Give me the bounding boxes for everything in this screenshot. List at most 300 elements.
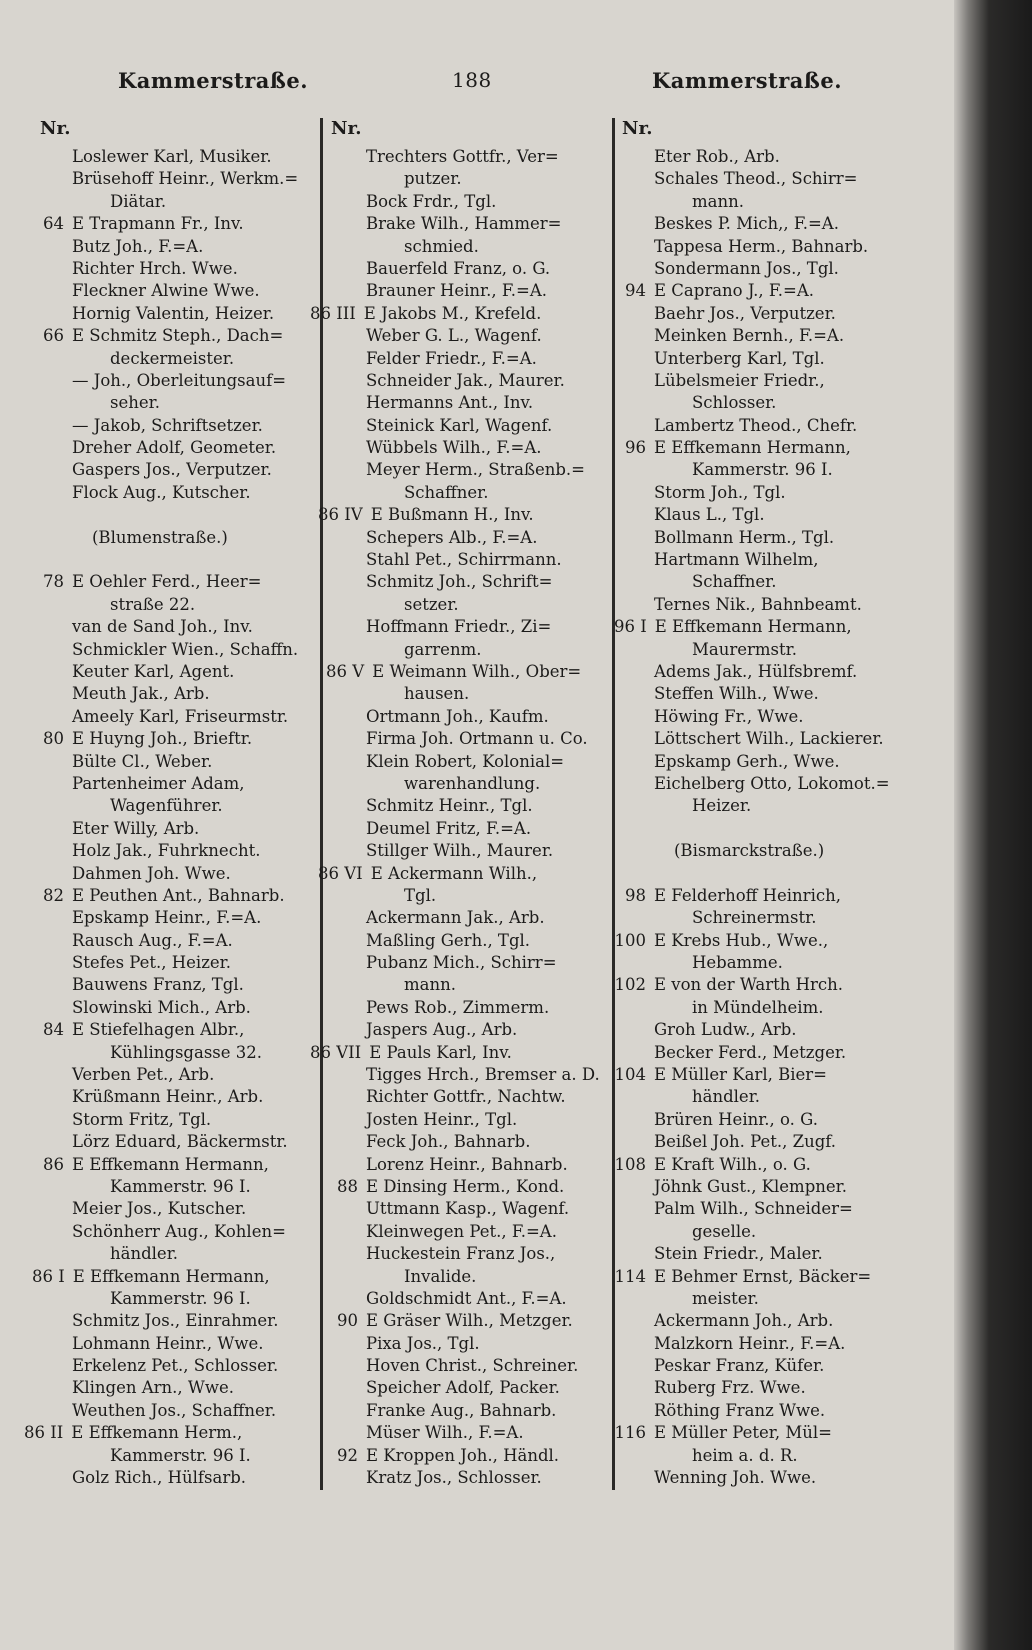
- directory-entry-line: [30, 639, 298, 661]
- directory-entry-line: [30, 280, 298, 302]
- resident-entry: Tappesa Herm., Bahnarb.: [654, 236, 869, 256]
- resident-entry: in Mündelheim.: [692, 997, 824, 1017]
- directory-entry-line: [612, 907, 890, 929]
- running-header-right: Kammerstraße.: [652, 68, 843, 93]
- directory-entry-line: [612, 930, 890, 952]
- directory-entry-line: [30, 661, 298, 683]
- directory-entry-line: [324, 616, 600, 638]
- street-section-heading: [30, 527, 298, 549]
- directory-entry-line: [324, 437, 600, 459]
- directory-entry-line: [612, 1109, 890, 1131]
- resident-entry: Verben Pet., Arb.: [72, 1065, 215, 1085]
- resident-entry: Lambertz Theod., Chefr.: [654, 415, 858, 435]
- resident-entry: Deumel Fritz, F.=A.: [366, 818, 532, 838]
- resident-entry: warenhandlung.: [404, 773, 541, 793]
- resident-entry: Schmickler Wien., Schaffn.: [72, 639, 299, 659]
- house-number: 86 V: [326, 661, 365, 681]
- directory-entry-line: [30, 168, 298, 190]
- resident-entry: hausen.: [404, 684, 470, 704]
- directory-entry-line: [612, 1266, 890, 1288]
- column-nr-label: Nr.: [331, 118, 362, 139]
- directory-entry-line: [324, 1064, 600, 1086]
- directory-entry-line: [612, 459, 890, 481]
- resident-entry: E Stiefelhagen Albr.,: [72, 1020, 245, 1040]
- resident-entry: E Huyng Joh., Brieftr.: [72, 729, 253, 749]
- directory-entry-line: [30, 191, 298, 213]
- resident-entry: Pubanz Mich., Schirr=: [366, 953, 557, 973]
- directory-entry-line: [324, 213, 600, 235]
- directory-entry-line: [612, 1445, 890, 1467]
- resident-entry: Meier Jos., Kutscher.: [72, 1199, 247, 1219]
- resident-entry: Lorenz Heinr., Bahnarb.: [366, 1154, 568, 1174]
- resident-entry: Pews Rob., Zimmerm.: [366, 997, 550, 1017]
- resident-entry: händler.: [110, 1244, 179, 1264]
- directory-entry-line: [324, 527, 600, 549]
- resident-entry: E Caprano J., F.=A.: [654, 281, 815, 301]
- resident-entry: Schmitz Heinr., Tgl.: [366, 796, 533, 816]
- directory-entry-line: [30, 1310, 298, 1332]
- directory-entry-line: [612, 706, 890, 728]
- directory-entry-line: [324, 818, 600, 840]
- resident-entry: E Felderhoff Heinrich,: [654, 885, 841, 905]
- resident-entry: Lübelsmeier Friedr.,: [654, 370, 825, 390]
- resident-entry: garrenm.: [404, 639, 482, 659]
- directory-entry-line: [324, 773, 600, 795]
- resident-entry: Trechters Gottfr., Ver=: [366, 147, 559, 166]
- house-number: 86 VI: [318, 863, 363, 883]
- resident-entry: Maßling Gerh., Tgl.: [366, 930, 531, 950]
- directory-entry-line: [310, 303, 600, 325]
- resident-entry: Schönherr Aug., Kohlen=: [72, 1221, 286, 1241]
- resident-entry: Hebamme.: [692, 953, 783, 973]
- resident-entry: Butz Joh., F.=A.: [72, 236, 204, 256]
- directory-entry-line: [324, 930, 600, 952]
- directory-entry-line: [612, 437, 890, 459]
- resident-entry: Invalide.: [404, 1266, 477, 1286]
- directory-entry-line: [324, 1288, 600, 1310]
- directory-entry-line: [324, 1422, 600, 1444]
- resident-entry: Feck Joh., Bahnarb.: [366, 1132, 531, 1152]
- directory-entry-line: [30, 728, 298, 750]
- directory-entry-line: [324, 325, 600, 347]
- resident-entry: Ackermann Jak., Arb.: [366, 908, 545, 928]
- house-number: 98: [625, 885, 646, 905]
- directory-entry-line: [324, 459, 600, 481]
- resident-entry: Gaspers Jos., Verputzer.: [72, 460, 272, 480]
- resident-entry: Bock Frdr., Tgl.: [366, 191, 497, 211]
- directory-entry-line: [324, 639, 600, 661]
- resident-entry: Ortmann Joh., Kaufm.: [366, 706, 549, 726]
- directory-entry-line: [324, 706, 600, 728]
- resident-entry: Goldschmidt Ant., F.=A.: [366, 1288, 567, 1308]
- directory-entry-line: [30, 1243, 298, 1265]
- directory-entry-line: [30, 885, 298, 907]
- directory-entry-line: [612, 303, 890, 325]
- resident-entry: Kammerstr. 96 I.: [110, 1176, 251, 1196]
- directory-entry-line: [612, 348, 890, 370]
- resident-entry: Kammerstr. 96 I.: [110, 1445, 251, 1465]
- directory-entry-line: [324, 146, 600, 168]
- directory-entry-line: [324, 1154, 600, 1176]
- house-number: 86 I: [32, 1266, 65, 1286]
- directory-entry-line: [318, 504, 600, 526]
- resident-entry: Palm Wilh., Schneider=: [654, 1199, 853, 1219]
- resident-entry: Eter Rob., Arb.: [654, 147, 780, 166]
- resident-entry: mann.: [404, 975, 456, 995]
- directory-entry-line: [30, 348, 298, 370]
- house-number: 108: [614, 1154, 646, 1174]
- resident-entry: Erkelenz Pet., Schlosser.: [72, 1356, 279, 1376]
- resident-entry: Josten Heinr., Tgl.: [366, 1109, 518, 1129]
- resident-entry: E Bußmann H., Inv.: [370, 505, 534, 525]
- resident-entry: E Pauls Karl, Inv.: [369, 1042, 512, 1062]
- resident-entry: Heizer.: [692, 796, 752, 816]
- column-nr-label: Nr.: [622, 118, 653, 139]
- directory-entry-line: [30, 997, 298, 1019]
- resident-entry: Hartmann Wilhelm,: [654, 550, 819, 570]
- house-number: 86 III: [310, 303, 356, 323]
- directory-entry-line: [612, 683, 890, 705]
- resident-entry: Lörz Eduard, Bäckermstr.: [72, 1132, 288, 1152]
- directory-entry-line: [612, 952, 890, 974]
- directory-entry-line: [30, 818, 298, 840]
- resident-entry: geselle.: [692, 1221, 757, 1241]
- directory-entry-line: [30, 594, 298, 616]
- column-nr-label: Nr.: [40, 118, 71, 139]
- resident-entry: Epskamp Gerh., Wwe.: [654, 751, 840, 771]
- directory-entry-line: [30, 236, 298, 258]
- directory-entry-line: [612, 997, 890, 1019]
- resident-entry: Stillger Wilh., Maurer.: [366, 841, 554, 861]
- directory-entry-line: [612, 370, 890, 392]
- resident-entry: Wübbels Wilh., F.=A.: [366, 438, 542, 458]
- resident-entry: Loslewer Karl, Musiker.: [72, 147, 272, 166]
- resident-entry: E Müller Karl, Bier=: [654, 1065, 827, 1085]
- resident-entry: Tigges Hrch., Bremser a. D.: [366, 1065, 600, 1085]
- resident-entry: Richter Gottfr., Nachtw.: [366, 1087, 566, 1107]
- directory-entry-line: [612, 571, 890, 593]
- resident-entry: Schaffner.: [404, 482, 489, 502]
- house-number: 86 IV: [318, 505, 363, 525]
- directory-entry-line: [30, 1131, 298, 1153]
- directory-entry-line: [612, 773, 890, 795]
- resident-entry: Jaspers Aug., Arb.: [366, 1020, 518, 1040]
- directory-entry-line: [30, 1333, 298, 1355]
- directory-entry-line: [30, 459, 298, 481]
- resident-entry: Jöhnk Gust., Klempner.: [654, 1176, 847, 1196]
- directory-entry-line: [30, 1064, 298, 1086]
- directory-entry-line: [30, 392, 298, 414]
- directory-entry-line: [318, 863, 600, 885]
- directory-entry-line: [324, 280, 600, 302]
- directory-entry-line: [30, 213, 298, 235]
- resident-entry: Keuter Karl, Agent.: [72, 661, 235, 681]
- directory-entry-line: [30, 1198, 298, 1220]
- directory-entry-line: [324, 1131, 600, 1153]
- running-header-left: Kammerstraße.: [118, 68, 309, 93]
- resident-entry: Uttmann Kasp., Wagenf.: [366, 1199, 570, 1219]
- resident-entry: Meuth Jak., Arb.: [72, 684, 210, 704]
- address-column-2: [310, 146, 600, 1489]
- directory-entry-line: [612, 795, 890, 817]
- resident-entry: Schaffner.: [692, 572, 777, 592]
- resident-entry: Bülte Cl., Weber.: [72, 751, 213, 771]
- resident-entry: Golz Rich., Hülfsarb.: [72, 1468, 247, 1488]
- directory-entry-line: [612, 1467, 890, 1489]
- directory-entry-line: [324, 1333, 600, 1355]
- house-number: 100: [614, 930, 646, 950]
- house-number: 104: [614, 1065, 646, 1085]
- resident-entry: Fleckner Alwine Wwe.: [72, 281, 260, 301]
- directory-entry-line: [30, 840, 298, 862]
- directory-entry-line: [612, 1422, 890, 1444]
- resident-entry: Stein Friedr., Maler.: [654, 1244, 823, 1264]
- house-number: 84: [43, 1020, 64, 1040]
- resident-entry: Partenheimer Adam,: [72, 773, 245, 793]
- directory-entry-line: [324, 236, 600, 258]
- resident-entry: E Gräser Wilh., Metzger.: [366, 1311, 573, 1331]
- directory-entry-line: [30, 974, 298, 996]
- directory-entry-line: [30, 1467, 298, 1489]
- resident-entry: E Trapmann Fr., Inv.: [72, 214, 244, 234]
- resident-entry: Diätar.: [110, 191, 167, 211]
- resident-entry: E von der Warth Hrch.: [654, 975, 844, 995]
- resident-entry: E Kroppen Joh., Händl.: [366, 1445, 560, 1465]
- resident-entry: Meyer Herm., Straßenb.=: [366, 460, 586, 480]
- resident-entry: meister.: [692, 1288, 759, 1308]
- resident-entry: Hornig Valentin, Heizer.: [72, 303, 275, 323]
- resident-entry: straße 22.: [110, 594, 196, 614]
- resident-entry: E Ackermann Wilh.,: [370, 863, 538, 883]
- resident-entry: Adems Jak., Hülfsbremf.: [654, 661, 858, 681]
- directory-entry-line: [324, 1377, 600, 1399]
- resident-entry: E Dinsing Herm., Kond.: [366, 1176, 565, 1196]
- resident-entry: Löttschert Wilh., Lackierer.: [654, 729, 884, 749]
- directory-entry-line: [612, 1198, 890, 1220]
- directory-entry-line: [324, 392, 600, 414]
- resident-entry: Ameely Karl, Friseurmstr.: [72, 706, 289, 726]
- resident-entry: Weber G. L., Wagenf.: [366, 326, 542, 346]
- blank-line: [30, 504, 298, 526]
- resident-entry: E Weimann Wilh., Ober=: [372, 661, 582, 681]
- resident-entry: Malzkorn Heinr., F.=A.: [654, 1333, 846, 1353]
- directory-entry-line: [30, 616, 298, 638]
- resident-entry: E Effkemann Hermann,: [72, 1154, 269, 1174]
- directory-entry-line: [612, 728, 890, 750]
- directory-entry-line: [30, 1109, 298, 1131]
- resident-entry: Flock Aug., Kutscher.: [72, 482, 251, 502]
- resident-entry: Maurermstr.: [692, 639, 797, 659]
- directory-entry-line: [612, 1221, 890, 1243]
- resident-entry: Storm Fritz, Tgl.: [72, 1109, 212, 1129]
- resident-entry: Höwing Fr., Wwe.: [654, 706, 804, 726]
- resident-entry: Ruberg Frz. Wwe.: [654, 1378, 806, 1398]
- directory-entry-line: [324, 258, 600, 280]
- directory-entry-line: [612, 885, 890, 907]
- resident-entry: Ackermann Joh., Arb.: [654, 1311, 834, 1331]
- directory-entry-line: [324, 1400, 600, 1422]
- house-number: 90: [337, 1311, 358, 1331]
- house-number: 86: [43, 1154, 64, 1174]
- directory-entry-line: [30, 863, 298, 885]
- directory-entry-line: [612, 258, 890, 280]
- directory-entry-line: [612, 191, 890, 213]
- resident-entry: Müser Wilh., F.=A.: [366, 1423, 524, 1443]
- house-number: 78: [43, 572, 64, 592]
- resident-entry: Peskar Franz, Küfer.: [654, 1356, 825, 1376]
- resident-entry: E Effkemann Hermann,: [72, 1266, 270, 1286]
- directory-entry-line: [324, 1445, 600, 1467]
- directory-entry-line: [612, 527, 890, 549]
- directory-entry-line: [612, 1042, 890, 1064]
- resident-entry: Kühlingsgasse 32.: [110, 1042, 263, 1062]
- resident-entry: mann.: [692, 191, 744, 211]
- directory-entry-line: [30, 773, 298, 795]
- resident-entry: Klein Robert, Kolonial=: [366, 751, 565, 771]
- resident-entry: Becker Ferd., Metzger.: [654, 1042, 847, 1062]
- resident-entry: Brüsehoff Heinr., Werkm.=: [72, 169, 299, 189]
- directory-entry-line: [612, 594, 890, 616]
- resident-entry: Schmitz Jos., Einrahmer.: [72, 1311, 279, 1331]
- blank-line: [612, 818, 890, 840]
- street-section-heading: [612, 840, 890, 862]
- resident-entry: schmied.: [404, 236, 479, 256]
- directory-entry-line: [612, 482, 890, 504]
- directory-entry-line: [30, 1042, 298, 1064]
- resident-entry: Hoven Christ., Schreiner.: [366, 1356, 579, 1376]
- resident-entry: Sondermann Jos., Tgl.: [654, 258, 839, 278]
- resident-entry: Schlosser.: [692, 393, 777, 413]
- directory-entry-line: [612, 1400, 890, 1422]
- resident-entry: Rausch Aug., F.=A.: [72, 930, 233, 950]
- directory-entry-line: [612, 236, 890, 258]
- resident-entry: E Schmitz Steph., Dach=: [72, 326, 284, 346]
- directory-entry-line: [24, 1422, 298, 1444]
- resident-entry: Eter Willy, Arb.: [72, 818, 200, 838]
- directory-entry-line: [30, 1221, 298, 1243]
- house-number: 66: [43, 326, 64, 346]
- directory-entry-line: [30, 930, 298, 952]
- resident-entry: van de Sand Joh., Inv.: [72, 617, 253, 637]
- resident-entry: — Joh., Oberleitungsauf=: [72, 370, 287, 390]
- resident-entry: Baehr Jos., Verputzer.: [654, 303, 836, 323]
- directory-entry-line: [612, 1086, 890, 1108]
- resident-entry: Epskamp Heinr., F.=A.: [72, 908, 262, 928]
- page-number: 188: [452, 68, 492, 92]
- house-number: 86 II: [24, 1423, 64, 1443]
- directory-entry-line: [612, 549, 890, 571]
- directory-entry-line: [612, 974, 890, 996]
- resident-entry: E Krebs Hub., Wwe.,: [654, 930, 829, 950]
- resident-entry: Krüßmann Heinr., Arb.: [72, 1087, 264, 1107]
- directory-entry-line: [324, 1266, 600, 1288]
- directory-entry-line: [30, 303, 298, 325]
- resident-entry: Stefes Pet., Heizer.: [72, 953, 231, 973]
- directory-entry-line: [30, 683, 298, 705]
- resident-entry: Kammerstr. 96 I.: [110, 1288, 251, 1308]
- directory-entry-line: [324, 728, 600, 750]
- resident-entry: Meinken Bernh., F.=A.: [654, 326, 845, 346]
- directory-entry-line: [612, 1333, 890, 1355]
- directory-entry-line: [612, 1064, 890, 1086]
- directory-entry-line: [612, 1355, 890, 1377]
- resident-entry: Röthing Franz Wwe.: [654, 1400, 826, 1420]
- directory-entry-line: [324, 1109, 600, 1131]
- resident-entry: Klingen Arn., Wwe.: [72, 1378, 234, 1398]
- resident-entry: Hoffmann Friedr., Zi=: [366, 617, 552, 637]
- directory-entry-line: [30, 952, 298, 974]
- directory-entry-line: [324, 1221, 600, 1243]
- house-number: 96: [625, 438, 646, 458]
- house-number: 92: [337, 1445, 358, 1465]
- directory-entry-line: [324, 370, 600, 392]
- house-number: 64: [43, 214, 64, 234]
- resident-entry: Wagenführer.: [110, 796, 223, 816]
- directory-entry-line: [30, 437, 298, 459]
- directory-entry-line: [324, 952, 600, 974]
- directory-entry-line: [324, 1310, 600, 1332]
- resident-entry: Schreinermstr.: [692, 908, 817, 928]
- resident-entry: Speicher Adolf, Packer.: [366, 1378, 560, 1398]
- directory-entry-line: [612, 661, 890, 683]
- resident-entry: Schales Theod., Schirr=: [654, 169, 858, 189]
- resident-entry: E Oehler Ferd., Heer=: [72, 572, 262, 592]
- directory-entry-line: [612, 504, 890, 526]
- house-number: 102: [614, 975, 646, 995]
- directory-entry-line: [30, 1266, 298, 1288]
- resident-entry: Brüren Heinr., o. G.: [654, 1109, 819, 1129]
- resident-entry: Franke Aug., Bahnarb.: [366, 1400, 557, 1420]
- directory-entry-line: [324, 594, 600, 616]
- house-number: 114: [614, 1266, 646, 1286]
- directory-entry-line: [612, 213, 890, 235]
- resident-entry: E Effkemann Herm.,: [71, 1423, 243, 1443]
- directory-entry-line: [324, 840, 600, 862]
- resident-entry: Storm Joh., Tgl.: [654, 482, 786, 502]
- directory-entry-line: [30, 795, 298, 817]
- resident-entry: Wenning Joh. Wwe.: [654, 1468, 817, 1488]
- directory-entry-line: [324, 907, 600, 929]
- directory-entry-line: [612, 392, 890, 414]
- directory-entry-line: [30, 1445, 298, 1467]
- directory-entry-line: [324, 751, 600, 773]
- resident-entry: Bollmann Herm., Tgl.: [654, 527, 835, 547]
- resident-entry: Ternes Nik., Bahnbeamt.: [654, 594, 862, 614]
- resident-entry: seher.: [110, 393, 160, 413]
- resident-entry: Richter Hrch. Wwe.: [72, 258, 238, 278]
- directory-entry-line: [612, 415, 890, 437]
- directory-entry-line: [30, 146, 298, 168]
- directory-entry-line: [324, 661, 600, 683]
- resident-entry: Steinick Karl, Wagenf.: [366, 415, 553, 435]
- resident-entry: Slowinski Mich., Arb.: [72, 997, 251, 1017]
- directory-entry-line: [612, 639, 890, 661]
- directory-entry-line: [324, 348, 600, 370]
- directory-entry-line: [612, 1310, 890, 1332]
- directory-entry-line: [324, 1467, 600, 1489]
- resident-entry: heim a. d. R.: [692, 1445, 798, 1465]
- directory-entry-line: [612, 751, 890, 773]
- blank-line: [612, 863, 890, 885]
- resident-entry: Tgl.: [404, 885, 437, 905]
- directory-entry-line: [30, 1019, 298, 1041]
- directory-entry-line: [324, 997, 600, 1019]
- house-number: 86 VII: [310, 1042, 362, 1062]
- resident-entry: Felder Friedr., F.=A.: [366, 348, 537, 368]
- directory-entry-line: [310, 1042, 600, 1064]
- directory-entry-line: [612, 1176, 890, 1198]
- directory-entry-line: [324, 571, 600, 593]
